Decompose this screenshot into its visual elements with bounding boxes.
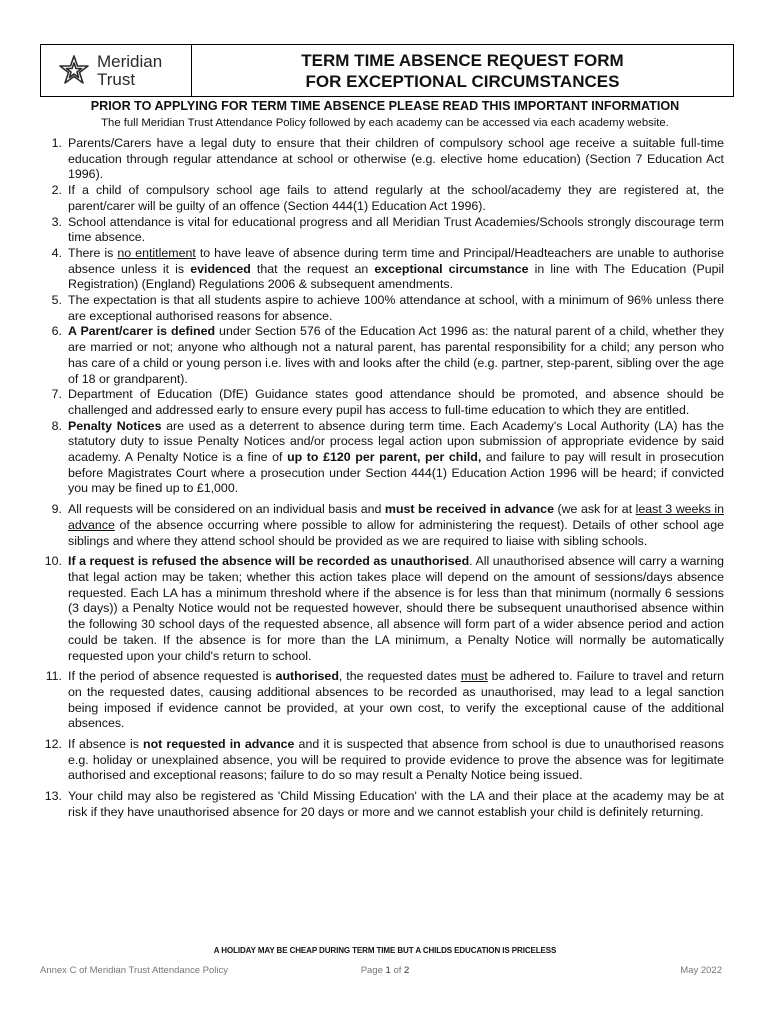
list-item-text: Parents/Carers have a legal duty to ensure that their children of compulsory school age receive a suitable full-time education through regular attendance at school or otherwise (e.g. elective home education) (Section 7 Education Act 1996). bbox=[68, 136, 724, 182]
list-item-number: 6. bbox=[51, 324, 62, 339]
list-item-text: of the absence occurring where possible to allow for administering the request). Details of other school age siblings and where they attend school should be provided as we are required to liaise with sibling schools. bbox=[68, 517, 724, 548]
list-item-text: If the period of absence requested is bbox=[68, 669, 276, 684]
list-item-number: 4. bbox=[51, 245, 62, 260]
underlined-text: no entitlement bbox=[117, 245, 196, 260]
footer-date: May 2022 bbox=[680, 965, 722, 976]
list-item bbox=[40, 183, 724, 214]
list-item-text: under Section 576 of the Education Act 1996 as: the natural parent of a child, whether they are married or not; anyone who although not a natural parent, has parental responsibility for a child; any person who has care of a child or young person i.e. lives with and looks after the child (e.g. partner, step-parent, sibling over the age of 18 or grandparent). bbox=[68, 324, 725, 386]
list-item-text: The expectation is that all students aspire to achieve 100% attendance at school, with a minimum of 96% unless there are exceptional authorised reasons for absence. bbox=[68, 293, 724, 323]
list-item-number: 8. bbox=[51, 418, 62, 433]
list-item bbox=[40, 387, 724, 418]
list-item-text: , the requested dates bbox=[338, 669, 461, 684]
list-item bbox=[40, 669, 724, 732]
page-number: 1 bbox=[385, 965, 391, 976]
underlined-text: must bbox=[460, 669, 488, 684]
list-item-number: 2. bbox=[51, 183, 62, 198]
list-item-text: be adhered to. Failure to travel and return on the requested dates, causing additional absences to be recorded as unauthorised, may lead to a legal sanction being imposed if evidence cannot be provided, at your own cost, to verify the exceptional cause of the additional absences. bbox=[68, 669, 724, 731]
list-item-text: There is bbox=[68, 245, 118, 260]
list-item-number: 9. bbox=[51, 502, 62, 517]
list-item-text: School attendance is vital for educational progress and all Meridian Trust Academies/Schools strongly discourage term time absence. bbox=[68, 214, 724, 245]
list-item-text: in line with The Education (Pupil Registration) (England) Regulations 2006 & subsequent amendments. bbox=[68, 261, 725, 292]
important-info-heading: PRIOR TO APPLYING FOR TERM TIME ABSENCE PLEASE READ THIS IMPORTANT INFORMATION bbox=[90, 99, 680, 113]
page-total: 2 bbox=[404, 965, 410, 976]
list-item bbox=[40, 502, 724, 549]
emphasis-text: not requested in advance bbox=[143, 737, 295, 752]
list-item bbox=[40, 324, 724, 387]
emphasis-text: A Parent/carer is defined bbox=[68, 324, 216, 339]
page-indicator bbox=[0, 965, 770, 976]
emphasis-text: up to £120 per parent, per child, bbox=[287, 450, 482, 465]
list-item bbox=[40, 737, 724, 784]
form-title-line2: FOR EXCEPTIONAL CIRCUMSTANCES bbox=[305, 71, 620, 91]
list-item bbox=[40, 554, 724, 664]
policy-note: The full Meridian Trust Attendance Policy followed by each academy can be accessed via each academy website. bbox=[101, 117, 669, 129]
list-item-text: All requests will be considered on an individual basis and bbox=[68, 502, 385, 517]
list-item-text: and it is suspected that absence from school is due to unauthorised reasons e.g. holiday or unexplained absence, you will be required to provide evidence to prove the absence was for legitimate authorised and exceptional reasons; failure to do so may result a Penalty Notice being issued. bbox=[68, 737, 724, 783]
list-item bbox=[40, 136, 724, 183]
emphasis-text: authorised bbox=[275, 669, 339, 684]
list-item-text: Your child may also be registered as 'Child Missing Education' with the LA and their place at the academy may be at risk if they have unauthorised absence for 20 days or more and we cannot establish your child is definitely returning. bbox=[68, 789, 724, 819]
list-item-number: 13. bbox=[44, 789, 62, 804]
form-title bbox=[192, 45, 733, 96]
emphasis-text: exceptional circumstance bbox=[374, 261, 529, 276]
list-item-number: 12. bbox=[44, 737, 62, 752]
logo-line2: Trust bbox=[97, 69, 136, 89]
emphasis-text: evidenced bbox=[190, 261, 251, 276]
form-title-line1: TERM TIME ABSENCE REQUEST FORM bbox=[301, 50, 624, 70]
list-item-number: 11. bbox=[45, 669, 62, 684]
list-item-text: Department of Education (DfE) Guidance states good attendance should be promoted, and absence should be challenged and addressed early to ensure every pupil has access to full-time education to which they are entitled. bbox=[68, 387, 724, 417]
footer-annex: Annex C of Meridian Trust Attendance Policy bbox=[40, 965, 228, 976]
list-item bbox=[40, 246, 724, 293]
list-item bbox=[40, 215, 724, 246]
list-item-text: to have leave of absence during term time and Principal/Headteachers are unable to authorise absence unless it is bbox=[68, 245, 724, 276]
list-item-text: (we ask for at bbox=[553, 502, 636, 517]
underlined-text: least 3 weeks in advance bbox=[68, 502, 724, 532]
page-prefix: Page bbox=[360, 965, 386, 976]
list-item-text: that the request an bbox=[250, 261, 375, 276]
logo-line1: Meridian bbox=[97, 51, 163, 71]
list-item bbox=[40, 293, 724, 324]
list-item-text: . All unauthorised absence will carry a warning that legal action may be taken; whether this action takes place will depend on the amount of sessions/days absence requested. Each LA has a minimum threshold where if the absence is for less than that minimum (normally 6 sessions (3 days)) a Penalty Notice would not be requested however, should there be subsequent unauthorised absence within the following 30 school days of the requested absence, all absence will form part of a wider absence period and action could be taken. If the absence is for more than the LA minimum, a Penalty Notice will normally be automatically requested upon your child's return to school. bbox=[68, 554, 724, 663]
emphasis-text: If a request is refused the absence will be recorded as unauthorised bbox=[68, 554, 470, 569]
logo-wordmark bbox=[97, 53, 162, 89]
list-item-text: and failure to pay will result in prosecution before Magistrates Court where a prosecution under Section 444(1) Education Action 1996 will be heard; if convicted you may be fined up to £1,000. bbox=[68, 450, 724, 496]
list-item-text: are used as a deterrent to absence during term time. Each Academy's Local Authority (LA) has the statutory duty to issue Penalty Notices and/or process legal action upon submission of appropriate evidence by said academy. A Penalty Notice is a fine of bbox=[68, 418, 724, 465]
page-mid: of bbox=[390, 965, 405, 976]
list-item-number: 10. bbox=[44, 554, 62, 569]
emphasis-text: must be received in advance bbox=[384, 502, 554, 517]
list-item bbox=[40, 419, 724, 498]
logo bbox=[41, 45, 192, 96]
list-item-number: 3. bbox=[51, 214, 62, 229]
information-list bbox=[40, 136, 724, 821]
list-item-number: 5. bbox=[51, 293, 62, 308]
meridian-star-icon bbox=[57, 54, 91, 88]
list-item-text: If a child of compulsory school age fails to attend regularly at the school/academy they are registered at, the parent/carer will be guilty of an offence (Section 444(1) Education Act 1996). bbox=[68, 183, 724, 213]
document-header bbox=[40, 44, 734, 97]
list-item bbox=[40, 789, 724, 820]
footer-slogan: A HOLIDAY MAY BE CHEAP DURING TERM TIME BUT A CHILDS EDUCATION IS PRICELESS bbox=[213, 946, 557, 955]
list-item-number: 1. bbox=[51, 136, 62, 150]
list-item-number: 7. bbox=[51, 387, 62, 402]
emphasis-text: Penalty Notices bbox=[68, 418, 162, 433]
list-item-text: If absence is bbox=[68, 737, 144, 752]
